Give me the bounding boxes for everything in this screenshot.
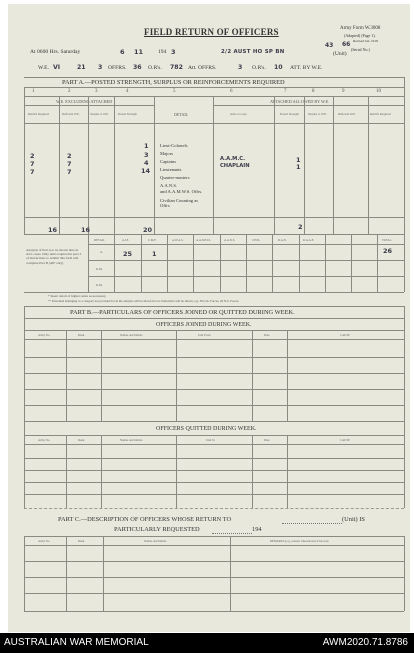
date-year-prefix: 194 bbox=[158, 49, 167, 55]
part-b-bottom-rule bbox=[24, 508, 404, 509]
quitted-row-3 bbox=[24, 482, 404, 483]
date-year-digit: 3 bbox=[171, 48, 176, 56]
pb-v0 bbox=[24, 306, 25, 508]
sum-col-civil: CIVIL. bbox=[252, 238, 261, 242]
col-num-6: 6 bbox=[230, 89, 233, 94]
col2-val-2: 7 bbox=[67, 160, 72, 168]
sum-col-aif: A.I.F. bbox=[122, 238, 129, 242]
hdr-surplus-right: Surplus to W.E. bbox=[308, 112, 327, 116]
total-col2: 16 bbox=[81, 226, 91, 234]
part-c-title-rule bbox=[24, 536, 404, 537]
detail-aamws: and A.A.M.W.S. Offrs. bbox=[160, 189, 203, 194]
sum-col-aans: A.A.N.S. bbox=[224, 238, 236, 242]
unit-value: 2/2 AUST HO SP BN bbox=[221, 49, 285, 55]
quitted-hdr-army-no: Army No. bbox=[38, 438, 51, 442]
pq-v5 bbox=[287, 435, 288, 508]
quitted-hdr-names: Names and Initials bbox=[120, 438, 143, 442]
part-b-title: PART B.—PARTICULARS OF OFFICERS JOINED OR QUITTED DURING WEEK. bbox=[70, 309, 295, 316]
form-id-2: (Adapted) (Page 1). bbox=[344, 33, 376, 38]
pb-v1 bbox=[66, 330, 67, 421]
detail-aans: A.A.N.S. bbox=[160, 183, 178, 188]
group-right-rule bbox=[213, 105, 404, 106]
detail-majors: Majors bbox=[160, 151, 174, 156]
date-day: 6 bbox=[120, 48, 125, 56]
col7-val-1: 1 bbox=[296, 156, 301, 164]
pb-v4 bbox=[252, 330, 253, 421]
part-b-title-rule bbox=[24, 318, 404, 319]
pc-row-1 bbox=[24, 561, 404, 562]
joined-bottom-rule bbox=[24, 421, 404, 422]
att-label: ATT. BY W.E. bbox=[290, 65, 323, 71]
col-num-9: 9 bbox=[342, 89, 345, 94]
form-title: FIELD RETURN OF OFFICERS bbox=[144, 27, 279, 37]
total-col4: 20 bbox=[143, 226, 153, 234]
serial-value: 66 bbox=[342, 41, 351, 48]
joined-title: OFFICERS JOINED DURING WEEK. bbox=[156, 322, 252, 328]
sum-aif-value: 25 bbox=[123, 250, 133, 258]
summary-note: Analysis of Part A to be shown here in ALL cases. Only units required in para 3 of instructions to submit this form will complete Part B (AIF only) bbox=[26, 248, 82, 265]
detail-lieutenants: Lieutenants bbox=[160, 167, 182, 172]
footnote-2: ** Personnel belonging to a category not provided for in the analysis will be shown in Col. Particulars will be shown, e.g. 36 U.K. Forces, 20 N.Z. Forces bbox=[48, 299, 239, 303]
sum-v11 bbox=[377, 234, 378, 292]
pc-hdr-rule bbox=[24, 545, 404, 546]
quitted-title: OFFICERS QUITTED DURING WEEK. bbox=[156, 426, 257, 432]
col-num-10: 10 bbox=[376, 89, 381, 94]
pc-row-2 bbox=[24, 577, 404, 578]
part-b-top-rule bbox=[24, 306, 404, 307]
part-a-title-rule bbox=[24, 87, 404, 88]
pa-v5 bbox=[213, 96, 214, 234]
col1-val-2: 7 bbox=[30, 160, 35, 168]
offrs-label: OFFRS. bbox=[108, 65, 127, 71]
pa-v10 bbox=[404, 77, 405, 292]
quitted-title-rule bbox=[24, 435, 404, 436]
sum-v1 bbox=[114, 234, 115, 292]
sum-col-ran: R.A.N. bbox=[278, 238, 287, 242]
sum-col-raaf: R.A.A.F. bbox=[303, 238, 314, 242]
part-a-top-rule bbox=[24, 77, 404, 78]
archive-footer bbox=[0, 633, 414, 653]
at-label: At 0600 Hrs. Saturday bbox=[30, 49, 81, 55]
total-col1: 16 bbox=[48, 226, 58, 234]
joined-row-4 bbox=[24, 405, 404, 406]
col4-val-4: 14 bbox=[141, 167, 151, 175]
col-num-1: 1 bbox=[32, 89, 35, 94]
we-label: W.E. bbox=[38, 65, 49, 71]
quitted-row-2 bbox=[24, 470, 404, 471]
footer-left: AUSTRALIAN WAR MEMORIAL bbox=[4, 637, 149, 648]
date-month: 11 bbox=[134, 48, 144, 56]
pq-v4 bbox=[252, 435, 253, 508]
sum-hdr-rule bbox=[88, 244, 404, 245]
pa-v1 bbox=[59, 96, 60, 234]
joined-row-2 bbox=[24, 373, 404, 374]
pc-row-3 bbox=[24, 593, 404, 594]
quitted-hdr-unit-to: Unit To bbox=[206, 438, 216, 442]
we-num2: 3 bbox=[98, 64, 103, 71]
col-num-2: 2 bbox=[68, 89, 71, 94]
col-num-4: 4 bbox=[126, 89, 129, 94]
col6-val-1: A.A.M.C. bbox=[220, 156, 246, 162]
pc-bottom-rule bbox=[24, 611, 404, 612]
pc-hdr-army-no: Army No. bbox=[38, 539, 51, 543]
footer-right: AWM2020.71.8786 bbox=[322, 637, 408, 648]
pa-v9 bbox=[368, 96, 369, 234]
sum-col-awas: A.W.A.S. bbox=[172, 238, 184, 242]
joined-title-rule bbox=[24, 330, 404, 331]
joined-hdr-unit-from: Unit From bbox=[198, 333, 211, 337]
hdr-reinfts-right: Rein'fts Required bbox=[370, 112, 391, 116]
sum-v6 bbox=[246, 234, 247, 292]
sum-cmf-value: 1 bbox=[152, 250, 157, 258]
pq-v3 bbox=[176, 435, 177, 508]
pb-v2 bbox=[101, 330, 102, 421]
hdr-posted-right: Posted Strength bbox=[280, 112, 299, 116]
hdr-reinfts-left: Rein'fts Required bbox=[28, 112, 49, 116]
sum-col-cmf: C.M.F. bbox=[148, 238, 157, 242]
sum-v0 bbox=[88, 234, 89, 292]
unit-label: (Unit) bbox=[333, 51, 347, 57]
att-ors-value: 10 bbox=[274, 64, 283, 71]
pc-hdr-names: Names and Initials bbox=[144, 539, 167, 543]
sum-v10 bbox=[351, 234, 352, 292]
sum-row-r3b: R.III. bbox=[96, 283, 103, 287]
pc-hdr-rank: Rank bbox=[78, 539, 85, 543]
hdr-posted-left: Posted Strength bbox=[118, 112, 137, 116]
sum-v4 bbox=[193, 234, 194, 292]
pb-v3 bbox=[176, 330, 177, 421]
sum-bottom-rule bbox=[24, 292, 404, 293]
sum-total-value: 26 bbox=[383, 247, 393, 255]
sum-col-total: TOTAL bbox=[382, 238, 392, 242]
pa-v4 bbox=[154, 96, 155, 234]
sum-row-a: A. bbox=[100, 250, 103, 254]
pq-v1 bbox=[66, 435, 67, 508]
total-col7: 2 bbox=[298, 223, 303, 231]
form-sheet bbox=[8, 4, 410, 632]
att-offrs-value: 3 bbox=[238, 64, 243, 71]
sum-v5 bbox=[220, 234, 221, 292]
pa-v7 bbox=[304, 96, 305, 234]
group-left-rule bbox=[24, 105, 154, 106]
group-left-header: W.E. EXCLUDING ATTACHED bbox=[56, 99, 113, 104]
pb-v6 bbox=[404, 306, 405, 508]
pc-hdr-remarks: REMARKS (e.g. present whereabouts if known) bbox=[270, 539, 329, 543]
sum-detail-label: DETAIL bbox=[94, 238, 105, 242]
sum-col-aamws: A.A.M.W.S. bbox=[196, 238, 211, 242]
hdr-detail: DETAIL bbox=[174, 112, 189, 117]
pb-v5 bbox=[287, 330, 288, 421]
detail-lieut-colonels: Lieut-Colonels bbox=[160, 143, 188, 148]
part-c-unit-label: (Unit) IS bbox=[342, 516, 365, 523]
part-c-unit-blank bbox=[282, 523, 342, 524]
quitted-row-1 bbox=[24, 458, 404, 459]
sum-v2 bbox=[141, 234, 142, 292]
quitted-hdr-cause: CAUSE bbox=[340, 438, 350, 442]
group-right-header: ATTACHED ALLOWED BY W.E. bbox=[270, 99, 330, 104]
sum-v8 bbox=[299, 234, 300, 292]
serial-label: (Serial No.) bbox=[351, 47, 370, 52]
joined-hdr-date: Date bbox=[264, 333, 270, 337]
col1-val-3: 7 bbox=[30, 168, 35, 176]
pa-v2 bbox=[88, 96, 89, 234]
pa-v6 bbox=[274, 96, 275, 234]
detail-quartermasters: Quarter-masters bbox=[160, 175, 190, 180]
totals-bottom-rule bbox=[24, 234, 404, 235]
col7-val-2: 1 bbox=[296, 163, 301, 171]
hdr-arm-corps: Arm or Corps bbox=[230, 112, 247, 116]
col6-val-2: CHAPLAIN bbox=[220, 163, 250, 169]
pc-v3 bbox=[230, 536, 231, 611]
col-num-rule bbox=[24, 96, 404, 97]
pa-v0 bbox=[24, 87, 25, 234]
joined-hdr-cause: CAUSE bbox=[340, 333, 350, 337]
col2-val-3: 7 bbox=[67, 168, 72, 176]
hdr-surplus-left: Surplus to W.E. bbox=[90, 112, 109, 116]
pc-v2 bbox=[103, 536, 104, 611]
joined-hdr-rule bbox=[24, 339, 404, 340]
sum-row1-rule bbox=[88, 260, 404, 261]
pc-v1 bbox=[66, 536, 67, 611]
pa-v8 bbox=[333, 96, 334, 234]
sum-v3 bbox=[167, 234, 168, 292]
serial-prefix: 43 bbox=[325, 42, 334, 49]
part-c-title: PART C.—DESCRIPTION OF OFFICERS WHOSE RETURN TO bbox=[58, 516, 232, 523]
form-id-1: Army Form W.3008 bbox=[340, 26, 381, 31]
part-a-title: PART A.—POSTED STRENGTH, SURPLUS OR REINFORCEMENTS REQUIRED bbox=[62, 79, 285, 86]
part-c-line2: PARTICULARLY REQUESTED bbox=[114, 526, 200, 533]
detail-civilian: Civilian Counting as Offrs bbox=[160, 198, 199, 208]
col-num-7: 7 bbox=[284, 89, 287, 94]
col4-val-1: 1 bbox=[144, 142, 149, 150]
we-num: 21 bbox=[77, 64, 86, 71]
part-c-date-blank bbox=[212, 533, 252, 534]
col-num-8: 8 bbox=[312, 89, 315, 94]
sum-row-r3a: R.III. bbox=[96, 267, 103, 271]
ors-label: O.R's. bbox=[148, 65, 162, 71]
col-num-5: 5 bbox=[173, 89, 176, 94]
ors-value: 782 bbox=[170, 64, 183, 71]
pq-v2 bbox=[101, 435, 102, 508]
detail-captains: Captains bbox=[160, 159, 177, 164]
joined-hdr-names: Names and Initials bbox=[120, 333, 143, 337]
hdr-deficient-left: Deficient W.E. bbox=[62, 112, 80, 116]
col2-val-1: 2 bbox=[67, 152, 72, 160]
hdr-deficient-right: Deficient W.E. bbox=[338, 112, 356, 116]
pc-v4 bbox=[404, 536, 405, 611]
ors-suffix: Att. OFFRS. bbox=[188, 65, 217, 71]
col-num-3: 3 bbox=[95, 89, 98, 94]
form-id-3: Revised Jan. 1918 bbox=[353, 39, 378, 43]
pa-v3 bbox=[114, 96, 115, 234]
joined-row-1 bbox=[24, 357, 404, 358]
footnote-1: * Insert detail of higher ranks as necessary. bbox=[48, 294, 107, 298]
sum-v9 bbox=[325, 234, 326, 292]
we-value: VI bbox=[53, 64, 61, 71]
joined-hdr-rank: Rank bbox=[78, 333, 85, 337]
col1-val-1: 2 bbox=[30, 152, 35, 160]
offrs-value: 36 bbox=[133, 64, 142, 71]
att-ors-label: O.R's. bbox=[252, 65, 266, 71]
sum-row2-rule bbox=[88, 276, 404, 277]
totals-top-rule bbox=[24, 217, 404, 218]
sum-v7 bbox=[272, 234, 273, 292]
joined-hdr-army-no: Army No. bbox=[38, 333, 51, 337]
pc-v0 bbox=[24, 536, 25, 611]
part-c-year: 194 bbox=[252, 526, 262, 533]
quitted-hdr-rank: Rank bbox=[78, 438, 85, 442]
quitted-hdr-date: Date bbox=[264, 438, 270, 442]
col4-val-3: 4 bbox=[144, 159, 149, 167]
joined-row-3 bbox=[24, 389, 404, 390]
header-bottom-rule bbox=[24, 123, 404, 124]
quitted-row-4 bbox=[24, 494, 404, 495]
quitted-hdr-rule bbox=[24, 444, 404, 445]
col4-val-2: 3 bbox=[144, 151, 149, 159]
